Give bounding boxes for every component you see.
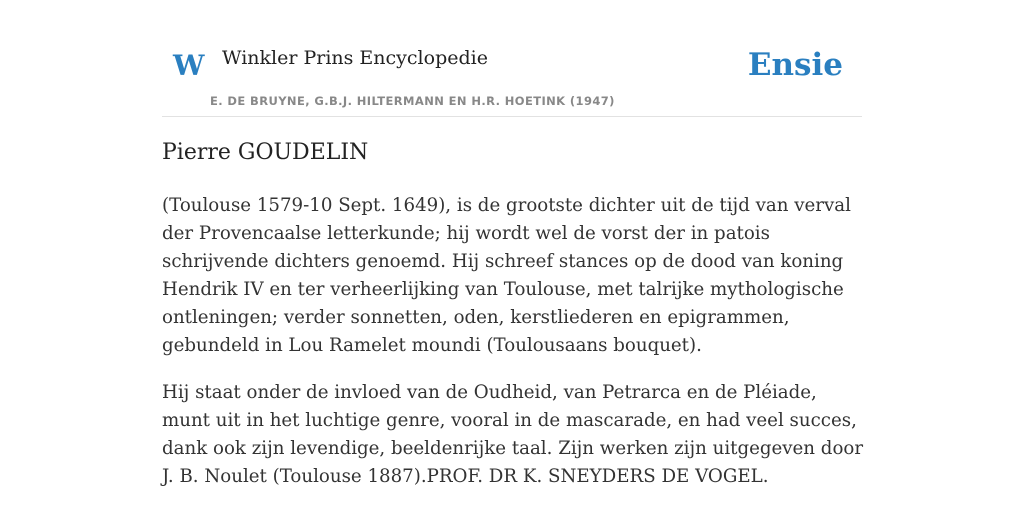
- publication-authors: E. DE BRUYNE, G.B.J. HILTERMANN EN H.R. HOETINK (1947): [210, 94, 615, 108]
- publication-title[interactable]: Winkler Prins Encyclopedie: [222, 47, 488, 69]
- winkler-prins-logo-icon[interactable]: W: [173, 49, 205, 82]
- article-title: Pierre GOUDELIN: [162, 140, 369, 165]
- article-paragraph: (Toulouse 1579-10 Sept. 1649), is de grootste dichter uit de tijd van verval der Provencaalse letterkunde; hij wordt wel de vorst der in patois schrijvende dichters genoemd. Hij schreef stances op de dood van koning Hendrik IV en ter verheerlijking van Toulouse, met talrijke mythologische ontleningen; verder sonnetten, oden, kerstliederen en epigrammen, gebundeld in Lou Ramelet moundi (Toulousaans bouquet).: [162, 195, 851, 356]
- ensie-logo[interactable]: Ensie: [747, 47, 843, 83]
- article-body: [162, 192, 864, 510]
- article-paragraph: Hij staat onder de invloed van de Oudheid, van Petrarca en de Pléiade, munt uit in het luchtige genre, vooral in de mascarade, en had veel succes, dank ook zijn levendige, beeldenrijke taal. Zijn werken zijn uitgegeven door J. B. Noulet (Toulouse 1887).PROF. DR K. SNEYDERS DE VOGEL.: [162, 382, 864, 487]
- header: [162, 30, 862, 117]
